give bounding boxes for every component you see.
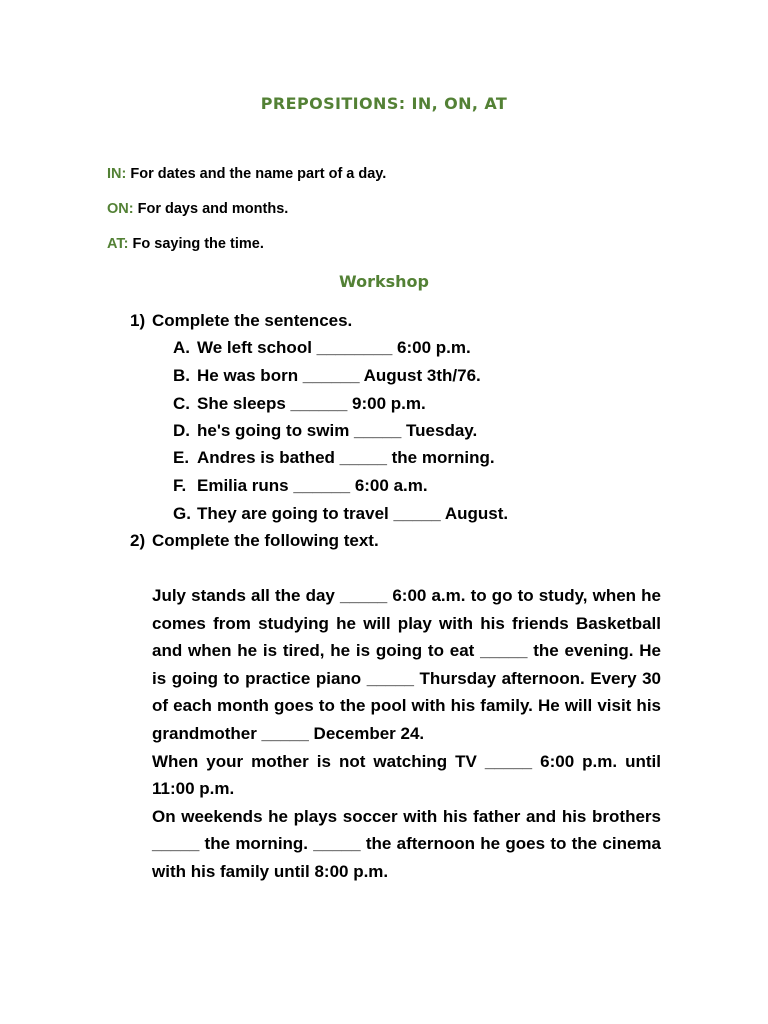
exercise-1-heading — [130, 311, 352, 331]
text-paragraph: When your mother is not watching TV _____ 6:00 p.m. until 11:00 p.m. — [152, 751, 661, 799]
item-text: They are going to travel _____ August. — [197, 504, 509, 523]
definition-on — [107, 201, 288, 217]
exercise-item — [173, 476, 428, 496]
definition-in — [107, 166, 386, 182]
text-paragraph: On weekends he plays soccer with his father and his brothers _____ the morning. _____ the afternoon he goes to the cinema with his family until 8:00 p.m. — [152, 806, 661, 881]
exercise-item — [173, 338, 471, 358]
item-text: he's going to swim _____ Tuesday. — [197, 421, 478, 440]
item-text: Andres is bathed _____ the morning. — [197, 448, 495, 467]
definition-text: For dates and the name part of a day. — [130, 166, 387, 182]
exercise-instruction: Complete the following text. — [152, 531, 379, 550]
text-paragraph: July stands all the day _____ 6:00 a.m. to go to study, when he comes from studying he will play with his friends Basketball and when he is tired, he is going to eat _____ the evening. He is going to practice piano _____ Thursday afternoon. Every 30 of each month goes to the pool with his family. He will visit his grandmother _____ December 24. — [152, 586, 661, 743]
exercise-text — [152, 582, 661, 886]
item-text: We left school ________ 6:00 p.m. — [197, 338, 471, 357]
exercise-item — [173, 504, 508, 524]
exercise-item — [173, 394, 426, 414]
definition-key: ON: — [107, 201, 134, 217]
item-letter: E. — [173, 448, 190, 467]
item-text: She sleeps ______ 9:00 p.m. — [197, 394, 426, 413]
section-subtitle: Workshop — [339, 272, 429, 291]
exercise-instruction: Complete the sentences. — [152, 311, 353, 330]
definition-text: For days and months. — [137, 201, 289, 217]
item-letter: A. — [173, 338, 190, 357]
page-title: PREPOSITIONS: IN, ON, AT — [260, 94, 508, 113]
definition-key: IN: — [107, 166, 127, 182]
item-letter: D. — [173, 421, 190, 440]
item-letter: B. — [173, 366, 190, 385]
definition-key: AT: — [107, 236, 129, 252]
exercise-2-heading — [130, 531, 379, 551]
item-letter: C. — [173, 394, 190, 413]
exercise-item — [173, 366, 481, 386]
exercise-item — [173, 448, 495, 468]
item-letter: F. — [173, 476, 187, 495]
definition-at — [107, 236, 264, 252]
item-text: He was born ______ August 3th/76. — [197, 366, 481, 385]
item-letter: G. — [173, 504, 191, 523]
item-text: Emilia runs ______ 6:00 a.m. — [197, 476, 428, 495]
definition-text: Fo saying the time. — [132, 236, 264, 252]
exercise-number: 2) — [130, 531, 146, 550]
exercise-number: 1) — [130, 311, 146, 330]
exercise-item — [173, 421, 477, 441]
